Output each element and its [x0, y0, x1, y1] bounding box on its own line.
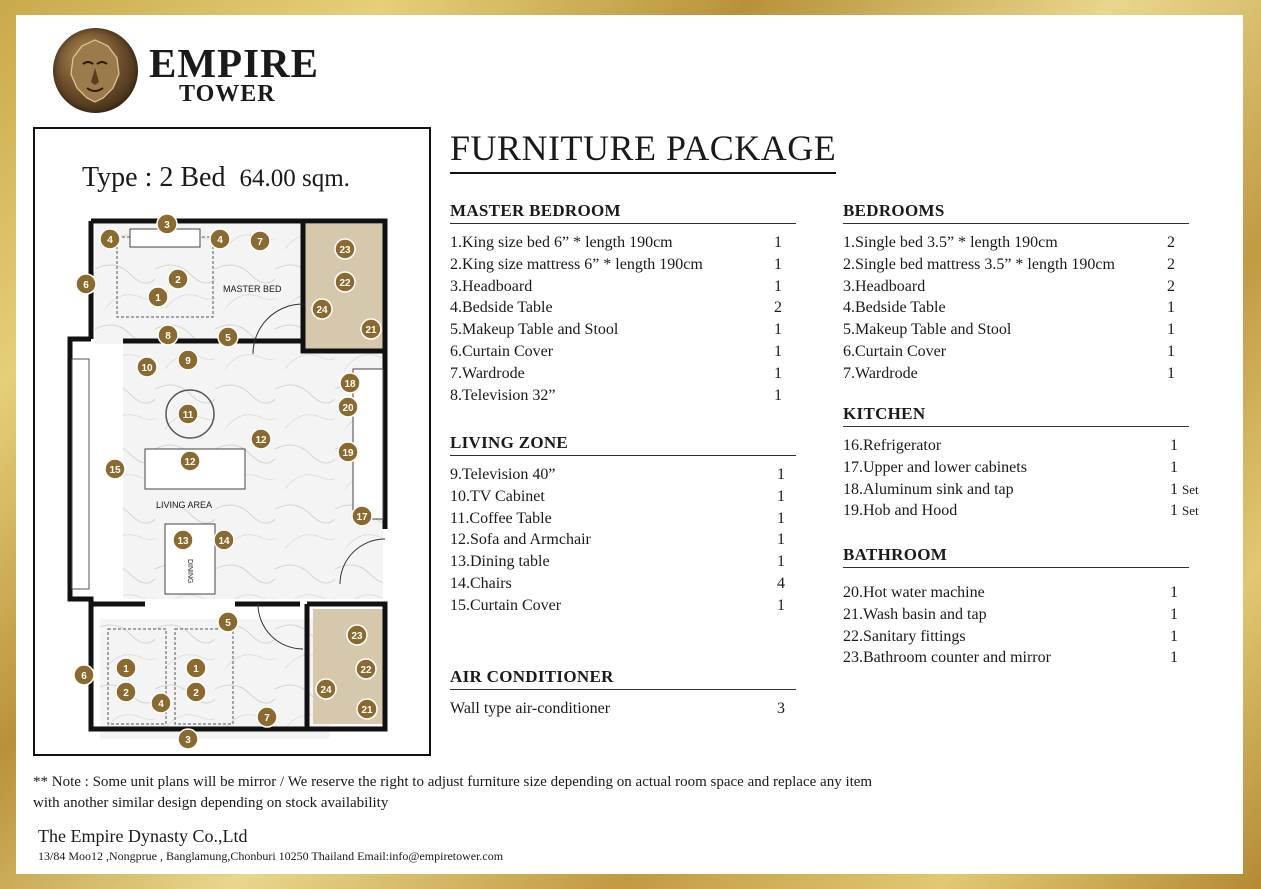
- package-item: [450, 529, 796, 551]
- item-quantity: [1167, 297, 1175, 319]
- item-name: 2.King size mattress 6” * length 190cm: [450, 255, 703, 273]
- lion-head-icon: [53, 28, 138, 113]
- package-item: [450, 508, 796, 530]
- section-heading: BATHROOM: [843, 545, 1189, 568]
- quantity-value: 2: [774, 299, 782, 317]
- item-name: 5.Makeup Table and Stool: [843, 321, 1012, 339]
- living-zone-section: [450, 433, 796, 617]
- item-name: 22.Sanitary fittings: [843, 627, 966, 645]
- item-quantity: [777, 508, 785, 530]
- svg-text:6: 6: [83, 280, 89, 291]
- quantity-value: 1: [777, 487, 785, 505]
- package-item: [843, 276, 1189, 298]
- svg-text:19: 19: [342, 448, 354, 459]
- package-item: [450, 341, 796, 363]
- package-item: [843, 232, 1189, 254]
- item-quantity: [1170, 435, 1178, 457]
- item-name: 17.Upper and lower cabinets: [843, 458, 1027, 476]
- svg-text:1: 1: [193, 664, 199, 675]
- package-item: [843, 582, 1189, 604]
- quantity-value: 1: [774, 234, 782, 251]
- svg-text:12: 12: [184, 457, 196, 468]
- quantity-value: 1: [777, 596, 785, 614]
- item-name: 12.Sofa and Armchair: [450, 531, 591, 549]
- package-item: [450, 276, 796, 298]
- svg-text:4: 4: [158, 699, 164, 710]
- package-item: [450, 486, 796, 508]
- floor-plan: [33, 127, 431, 756]
- svg-text:22: 22: [339, 278, 351, 289]
- quantity-value: 2: [1167, 234, 1175, 251]
- svg-text:11: 11: [182, 410, 194, 421]
- package-item: [843, 435, 1189, 457]
- svg-text:6: 6: [81, 671, 87, 682]
- quantity-value: 1: [777, 553, 785, 571]
- item-quantity: [1167, 276, 1175, 298]
- item-name: 23.Bathroom counter and mirror: [843, 649, 1051, 667]
- quantity-value: 1: [1170, 480, 1178, 498]
- package-item: [450, 573, 796, 595]
- item-quantity: [1170, 647, 1178, 669]
- svg-text:24: 24: [320, 685, 332, 696]
- package-item: [450, 595, 796, 617]
- quantity-value: 1: [1167, 342, 1175, 360]
- item-name: 4.Bedside Table: [450, 299, 553, 317]
- item-name: 19.Hob and Hood: [843, 502, 958, 520]
- item-name: 18.Aluminum sink and tap: [843, 480, 1014, 498]
- bathroom-section: [843, 545, 1189, 669]
- item-list: [450, 698, 796, 720]
- svg-text:13: 13: [177, 536, 189, 547]
- item-quantity: [774, 319, 782, 341]
- quantity-value: 1: [774, 342, 782, 360]
- room-label-living-area: LIVING AREA: [156, 500, 213, 510]
- item-name: 1.King size bed 6” * length 190cm: [450, 234, 673, 251]
- item-name: 20.Hot water machine: [843, 584, 985, 601]
- quantity-value: 1: [774, 255, 782, 273]
- package-item: [843, 647, 1189, 669]
- svg-text:14: 14: [218, 536, 230, 547]
- item-quantity: [1170, 457, 1178, 479]
- item-name: 16.Refrigerator: [843, 437, 942, 454]
- section-heading: BEDROOMS: [843, 201, 1189, 224]
- svg-text:2: 2: [175, 275, 181, 286]
- quantity-unit: Set: [1182, 503, 1199, 519]
- bedrooms-section: [843, 201, 1189, 385]
- package-item: [450, 297, 796, 319]
- item-quantity: [777, 573, 785, 595]
- item-quantity: [777, 551, 785, 573]
- item-name: 14.Chairs: [450, 574, 512, 592]
- svg-text:5: 5: [225, 333, 231, 344]
- svg-text:7: 7: [264, 713, 270, 724]
- unit-area: 64.00 sqm.: [239, 165, 350, 192]
- item-quantity: [777, 698, 785, 720]
- item-list: [843, 582, 1189, 669]
- item-list: [843, 232, 1189, 385]
- section-heading: KITCHEN: [843, 404, 1189, 427]
- item-quantity: [1170, 626, 1178, 648]
- svg-text:9: 9: [185, 356, 191, 367]
- item-quantity: [777, 464, 785, 486]
- svg-text:1: 1: [123, 664, 129, 675]
- svg-text:3: 3: [164, 220, 170, 231]
- item-name: 7.Wardrode: [843, 364, 918, 382]
- item-quantity: [1167, 232, 1175, 254]
- package-item: [450, 698, 796, 720]
- package-title: FURNITURE PACKAGE: [450, 127, 836, 174]
- quantity-value: 1: [1170, 458, 1178, 476]
- section-heading: LIVING ZONE: [450, 433, 796, 456]
- svg-text:4: 4: [217, 235, 223, 246]
- item-quantity: [774, 341, 782, 363]
- quantity-value: 1: [1170, 584, 1178, 601]
- svg-text:4: 4: [107, 235, 113, 246]
- quantity-value: 1: [774, 321, 782, 339]
- item-list: [843, 435, 1199, 522]
- package-item: [450, 363, 796, 385]
- quantity-value: 1: [1170, 649, 1178, 667]
- air-conditioner-section: [450, 667, 796, 720]
- item-quantity: [1167, 254, 1175, 276]
- note-line-1: ** Note : Some unit plans will be mirror / We reserve the right to adjust furniture size depending on actual room space and replace any item: [33, 774, 873, 790]
- svg-text:20: 20: [342, 403, 354, 414]
- package-item: [450, 551, 796, 573]
- kitchen-section: [843, 404, 1199, 522]
- package-item: [843, 500, 1199, 522]
- item-quantity: [1167, 319, 1175, 341]
- quantity-value: 3: [777, 700, 785, 717]
- room-label-master-bed: MASTER BED: [223, 284, 282, 294]
- svg-text:21: 21: [361, 705, 373, 716]
- unit-type: Type : 2 Bed: [82, 162, 226, 193]
- svg-text:8: 8: [165, 331, 171, 342]
- item-quantity: [774, 297, 782, 319]
- package-item: [843, 457, 1189, 479]
- item-name: Wall type air-conditioner: [450, 700, 611, 717]
- item-quantity: [777, 595, 785, 617]
- package-item: [843, 319, 1189, 341]
- svg-text:22: 22: [360, 665, 372, 676]
- svg-text:23: 23: [351, 631, 363, 642]
- package-item: [450, 385, 796, 407]
- package-item: [843, 626, 1189, 648]
- package-item: [450, 232, 796, 254]
- master-bedroom-section: [450, 201, 796, 406]
- item-quantity: [774, 385, 782, 407]
- quantity-value: 1: [1170, 627, 1178, 645]
- quantity-value: 4: [777, 574, 785, 592]
- item-name: 7.Wardrode: [450, 364, 525, 382]
- item-list: [450, 232, 796, 406]
- disclaimer-note: [33, 772, 1033, 814]
- item-quantity: [774, 363, 782, 385]
- item-name: 9.Television 40”: [450, 466, 556, 483]
- svg-text:2: 2: [123, 688, 129, 699]
- svg-text:7: 7: [257, 237, 263, 248]
- quantity-value: 1: [1167, 364, 1175, 382]
- item-name: 11.Coffee Table: [450, 509, 552, 527]
- item-name: 8.Television 32”: [450, 386, 556, 404]
- item-name: 3.Headboard: [450, 277, 533, 295]
- item-quantity: [777, 529, 785, 551]
- svg-text:15: 15: [109, 465, 121, 476]
- company-name: The Empire Dynasty Co.,Ltd: [38, 826, 248, 846]
- quantity-value: 1: [774, 277, 782, 295]
- svg-text:3: 3: [185, 735, 191, 746]
- svg-text:12: 12: [255, 435, 267, 446]
- svg-text:5: 5: [225, 618, 231, 629]
- svg-text:10: 10: [141, 363, 153, 374]
- package-item: [450, 254, 796, 276]
- room-label-dining: DINING: [186, 559, 193, 584]
- item-quantity: [774, 232, 782, 254]
- quantity-value: 1: [774, 386, 782, 404]
- quantity-value: 1: [1170, 437, 1178, 454]
- package-item: [843, 297, 1189, 319]
- item-quantity: [1170, 479, 1199, 501]
- item-name: 15.Curtain Cover: [450, 596, 562, 614]
- package-item: [450, 319, 796, 341]
- quantity-value: 2: [1167, 277, 1175, 295]
- floor-plan-drawing: [35, 129, 429, 754]
- package-item: [843, 604, 1189, 626]
- item-name: 6.Curtain Cover: [450, 342, 554, 360]
- item-name: 2.Single bed mattress 3.5” * length 190cm: [843, 255, 1115, 273]
- package-item: [843, 254, 1189, 276]
- item-name: 3.Headboard: [843, 277, 926, 295]
- quantity-value: 1: [1167, 321, 1175, 339]
- package-item: [450, 464, 796, 486]
- quantity-unit: Set: [1182, 481, 1199, 497]
- note-line-2: with another similar design depending on stock availability: [33, 795, 389, 811]
- quantity-value: 2: [1167, 255, 1175, 273]
- item-quantity: [1170, 500, 1199, 522]
- item-name: 4.Bedside Table: [843, 299, 946, 317]
- item-name: 13.Dining table: [450, 553, 550, 571]
- quantity-value: 1: [777, 466, 785, 483]
- section-heading: MASTER BEDROOM: [450, 201, 796, 224]
- quantity-value: 1: [1167, 299, 1175, 317]
- quantity-value: 1: [1170, 502, 1178, 520]
- item-quantity: [1170, 582, 1178, 604]
- svg-text:2: 2: [193, 688, 199, 699]
- item-quantity: [777, 486, 785, 508]
- quantity-value: 1: [774, 364, 782, 382]
- item-quantity: [1170, 604, 1178, 626]
- svg-text:23: 23: [339, 245, 351, 256]
- company-address: 13/84 Moo12 ,Nongprue , Banglamung,Chonburi 10250 Thailand Email:info@empiretower.com: [38, 849, 504, 863]
- package-item: [843, 341, 1189, 363]
- brand-subtitle: TOWER: [179, 81, 276, 107]
- item-name: 6.Curtain Cover: [843, 342, 947, 360]
- quantity-value: 1: [777, 531, 785, 549]
- quantity-value: 1: [777, 509, 785, 527]
- svg-text:18: 18: [344, 379, 356, 390]
- svg-text:17: 17: [356, 512, 368, 523]
- package-item: [843, 479, 1199, 501]
- svg-text:21: 21: [365, 325, 377, 336]
- brand-title: EMPIRE: [149, 40, 319, 86]
- item-list: [450, 464, 796, 617]
- quantity-value: 1: [1170, 605, 1178, 623]
- package-item: [843, 363, 1189, 385]
- item-name: 10.TV Cabinet: [450, 487, 545, 505]
- item-name: 21.Wash basin and tap: [843, 605, 987, 623]
- item-name: 1.Single bed 3.5” * length 190cm: [843, 234, 1058, 251]
- item-name: 5.Makeup Table and Stool: [450, 321, 619, 339]
- brochure-sheet: [16, 15, 1243, 874]
- svg-text:1: 1: [155, 293, 161, 304]
- section-heading: AIR CONDITIONER: [450, 667, 796, 690]
- item-quantity: [1167, 341, 1175, 363]
- item-quantity: [774, 254, 782, 276]
- svg-text:24: 24: [316, 305, 328, 316]
- item-quantity: [1167, 363, 1175, 385]
- item-quantity: [774, 276, 782, 298]
